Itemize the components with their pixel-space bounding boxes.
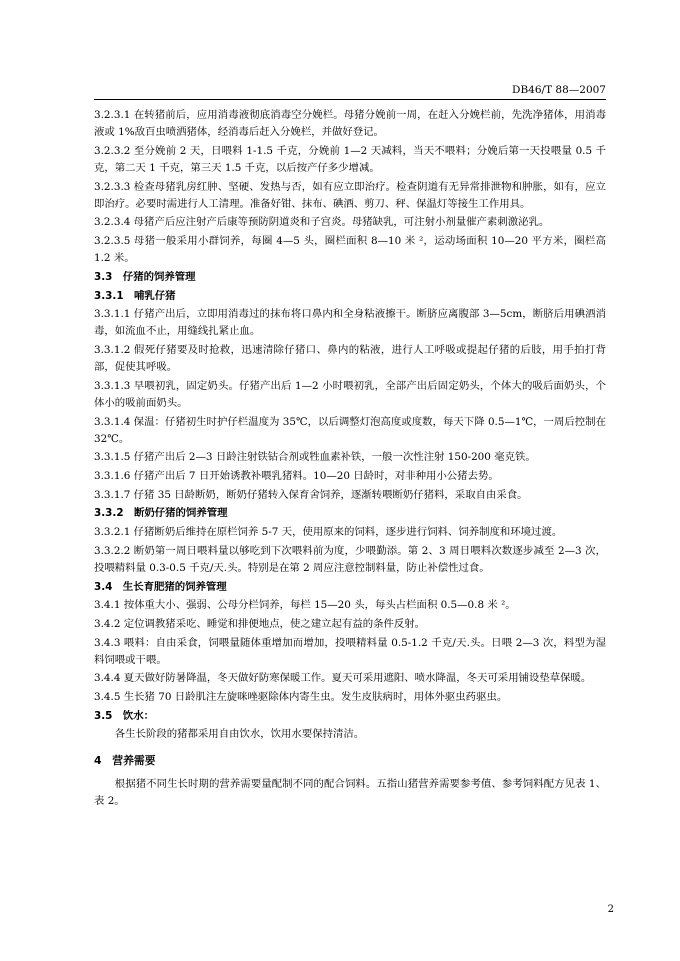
document-code: DB46/T 88—2007 bbox=[512, 84, 606, 96]
clause-3-2-3-4: 3.2.3.4 母猪产后应注射产后康等预防阴道炎和子宫炎。母猪缺乳，可注射小剂量催产素刺激泌乳。 bbox=[94, 216, 550, 229]
clause-3-2-3-3: 3.2.3.3 检查母猪乳房红肿、坚硬、发热与否，如有应立即治疗。检查阴道有无异常排泄物和肿胀，如有，应立即治疗。必要时需进行人工清理。准备好钳、抹布、碘酒、剪刀、秤、保温灯等接生工作用具。 bbox=[94, 180, 606, 210]
page-number: 2 bbox=[607, 904, 614, 915]
paragraph-drinking-water: 各生长阶段的猪都采用自由饮水，饮用水要保持清洁。 bbox=[114, 728, 365, 741]
paragraph-nutrition: 根据猪不同生长时期的营养需要量配制不同的配合饲料。五指山猪营养需要参考值、参考饲料配方见表 1、表 2。 bbox=[94, 777, 606, 807]
clause-3-2-3-1: 3.2.3.1 在转猪前后，应用消毒液彻底消毒空分娩栏。母猪分娩前一周，在赶入分娩栏前，先洗净猪体，用消毒液或 1%敌百虫喷洒猪体，经消毒后赶入分娩栏，并做好登记。 bbox=[94, 109, 606, 139]
clause-3-3-1-1: 3.3.1.1 仔猪产出后，立即用消毒过的抹布将口鼻内和全身粘液擦干。断脐应离腹部 3—5cm，断脐后用碘酒消毒，如流血不止，用缝线扎紧止血。 bbox=[94, 308, 606, 338]
clause-3-3-2-1: 3.3.2.1 仔猪断奶后维持在原栏饲养 5-7 天，使用原来的饲料，逐步进行饲料、饲养制度和环境过渡。 bbox=[94, 526, 563, 539]
clause-3-2-3-2: 3.2.3.2 至分娩前 2 天，日喂料 1-1.5 千克，分娩前 1—2 天减料，当天不喂料；分娩后第一天投喂量 0.5 千克，第二天 1 千克，第三天 1.5 千克，以后按产仔多少增减。 bbox=[94, 144, 606, 174]
heading-3-5: 3.5 饮水： bbox=[94, 709, 154, 722]
clause-3-3-1-3: 3.3.1.3 早喂初乳，固定奶头。仔猪产出后 1—2 小时喂初乳，全部产出后固定奶头，个体大的吸后面奶头，个体小的吸前面奶头。 bbox=[94, 379, 606, 409]
heading-3-4: 3.4 生长育肥猪的饲养管理 bbox=[94, 580, 227, 593]
heading-3-3: 3.3 仔猪的饲养管理 bbox=[94, 270, 196, 283]
clause-3-2-3-5: 3.2.3.5 母猪一般采用小群饲养，每圈 4—5 头，圈栏面积 8—10 米 ²，运动场面积 10—20 平方米，圈栏高 1.2 米。 bbox=[94, 235, 606, 265]
header-rule bbox=[94, 99, 606, 100]
clause-3-3-1-2: 3.3.1.2 假死仔猪要及时抢救，迅速清除仔猪口、鼻内的粘液，进行人工呼吸或提起仔猪的后肢，用手拍打背部，促使其呼吸。 bbox=[94, 343, 606, 374]
heading-3-3-1: 3.3.1 哺乳仔猪 bbox=[94, 289, 176, 302]
clause-3-4-5: 3.4.5 生长猪 70 日龄肌注左旋咪唑驱除体内寄生虫。发生皮肤病时，用体外驱虫药驱虫。 bbox=[94, 691, 508, 704]
clause-3-4-2: 3.4.2 定位调教猪采吃、睡觉和排便地点，使之建立起有益的条件反射。 bbox=[94, 617, 426, 630]
clause-3-4-4: 3.4.4 夏天做好防暑降温，冬天做好防寒保暖工作。夏天可采用遮阳、喷水降温，冬天可采用铺设垫草保暖。 bbox=[94, 672, 592, 685]
heading-4: 4 营养需要 bbox=[94, 753, 156, 767]
clause-3-3-1-4: 3.3.1.4 保温：仔猪初生时护仔栏温度为 35℃，以后调整灯泡高度或度数，每天下降 0.5—1℃，一周后控制在 32℃。 bbox=[94, 415, 606, 445]
clause-3-3-1-7: 3.3.1.7 仔猪 35 日龄断奶，断奶仔猪转入保育舍饲养，逐渐转喂断奶仔猪料，采取自由采食。 bbox=[94, 488, 528, 501]
document-body bbox=[94, 107, 606, 811]
clause-3-4-3: 3.4.3 喂料：自由采食，饲喂量随体重增加而增加，投喂精料量 0.5-1.2 千克/天.头。日喂 2—3 次，料型为湿料饲喂或干喂。 bbox=[94, 636, 606, 666]
clause-3-3-1-5: 3.3.1.5 仔猪产出后 2—3 日龄注射铁钴合剂或牲血素补铁，一般一次性注射 150-200 毫克铁。 bbox=[94, 451, 536, 464]
clause-3-3-1-6: 3.3.1.6 仔猪产出后 7 日开始诱教补喂乳猪料。10—20 日龄时，对非种用小公猪去势。 bbox=[94, 470, 499, 482]
clause-3-4-1: 3.4.1 按体重大小、强弱、公母分栏饲养，每栏 15—20 头，每头占栏面积 0.5—0.8 米 ²。 bbox=[94, 599, 516, 612]
clause-3-3-2-2: 3.3.2.2 断奶第一周日喂料量以够吃到下次喂料前为度，少喂勤添。第 2、3 周日喂料次数逐步减至 2—3 次，投喂精料量 0.3-0.5 千克/天.头。特别是在第 2 周应注意控制料量，防止补偿性过食。 bbox=[94, 544, 606, 574]
heading-3-3-2: 3.3.2 断奶仔猪的饲养管理 bbox=[94, 507, 228, 520]
